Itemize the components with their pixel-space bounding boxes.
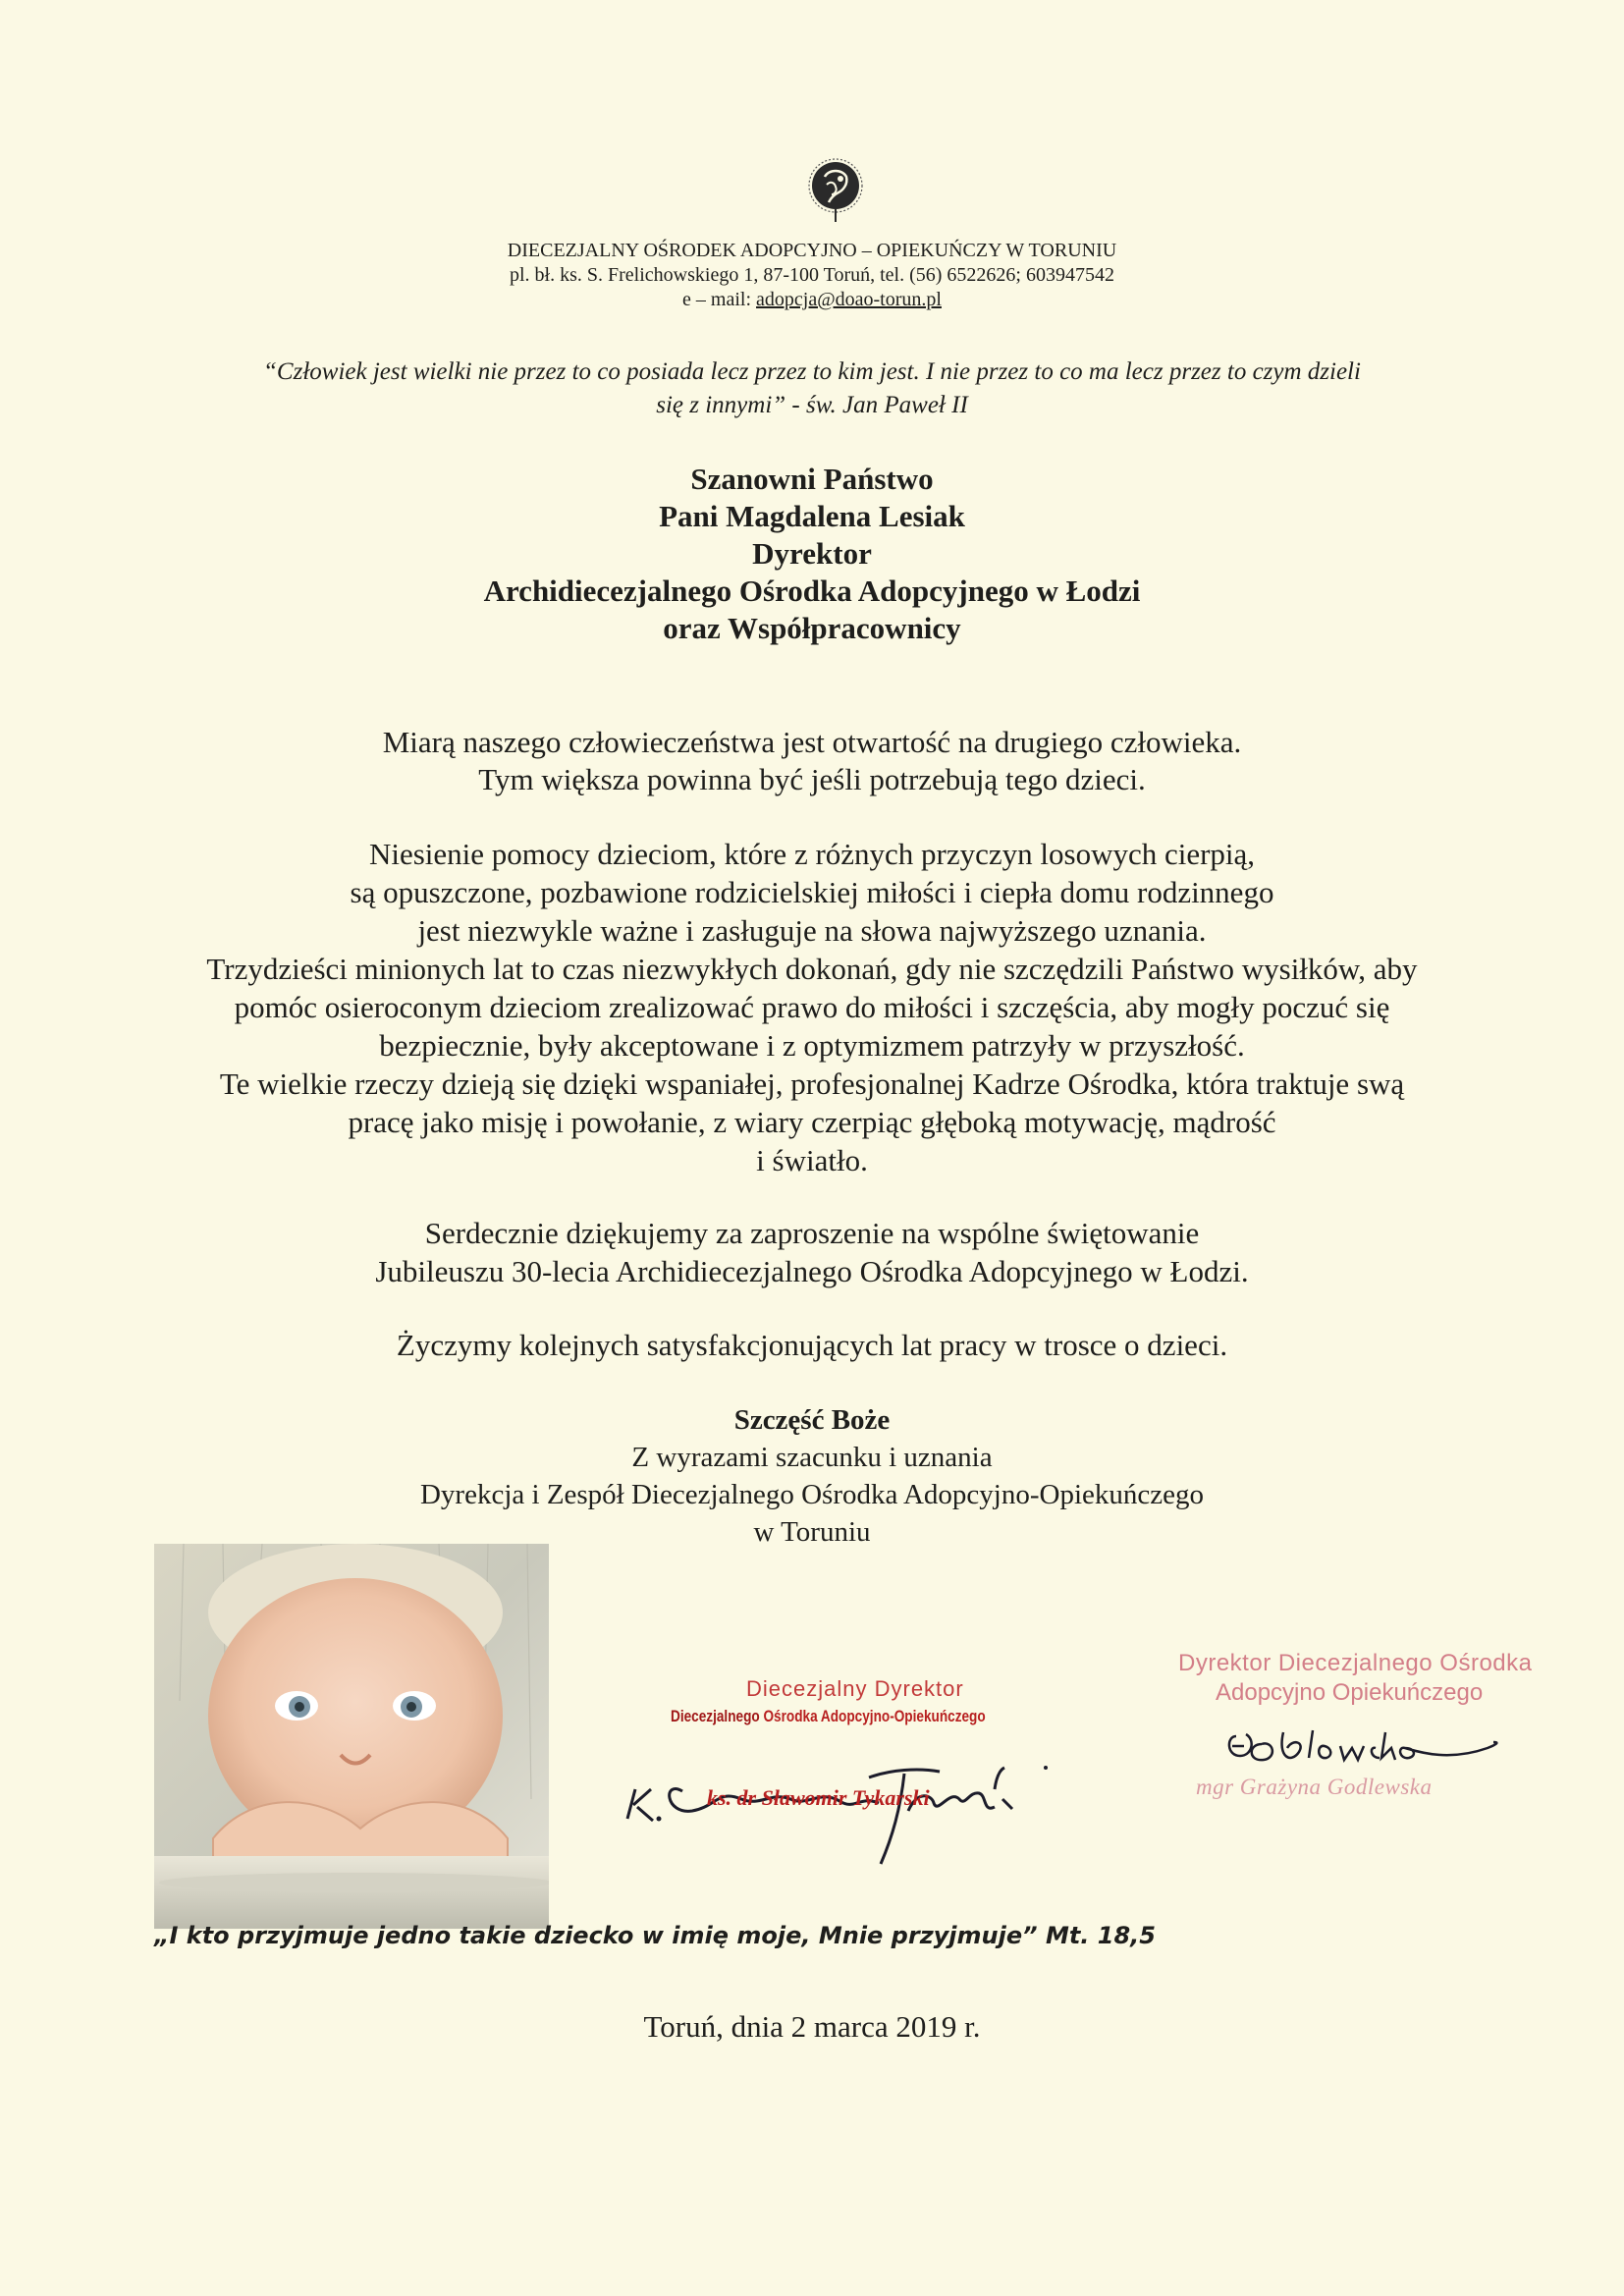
organization-logo-icon (805, 155, 866, 226)
left-stamp-title: Diecezjalny Dyrektor (746, 1676, 964, 1701)
organization-address: pl. bł. ks. S. Frelichowskiego 1, 87-100 Toruń, tel. (56) 6522626; 603947542 (510, 264, 1114, 286)
left-stamp-name: ks. dr Sławomir Tykarski (707, 1785, 930, 1810)
paragraph-2-line: Te wielkie rzeczy dzieją się dzięki wspaniałej, profesjonalnej Kadrze Ośrodka, która traktuje swą (219, 1066, 1405, 1101)
date-line: Toruń, dnia 2 marca 2019 r. (643, 2009, 981, 2044)
addressee-line: Archidiecezjalnego Ośrodka Adopcyjnego w Łodzi (483, 574, 1141, 608)
child-photo (154, 1544, 549, 1929)
closing-line: Dyrekcja i Zespół Diecezjalnego Ośrodka Adopcyjno-Opiekuńczego (419, 1479, 1205, 1510)
paragraph-2-line: i światło. (756, 1143, 868, 1177)
addressee-line: Pani Magdalena Lesiak (659, 499, 965, 533)
email-link[interactable]: adopcja@doao-torun.pl (756, 289, 942, 310)
left-stamp-subtitle-rest: Ośrodka Adopcyjno-Opiekuńczego (759, 1707, 986, 1725)
paragraph-1-line: Tym większa powinna być jeśli potrzebują tego dzieci. (478, 762, 1146, 796)
addressee-line: Dyrektor (752, 536, 872, 571)
right-signature (1222, 1719, 1507, 1777)
paragraph-2-line: jest niezwykle ważne i zasługuje na słowa najwyższego uznania. (417, 913, 1207, 948)
quote-line-2: się z innymi” - św. Jan Paweł II (656, 392, 968, 418)
paragraph-3-line: Jubileuszu 30-lecia Archidiecezjalnego Ośrodka Adopcyjnego w Łodzi. (375, 1254, 1249, 1288)
paragraph-2-line: Niesienie pomocy dzieciom, które z różnych przyczyn losowych cierpią, (368, 837, 1256, 871)
paragraph-2-line: pomóc osieroconym dzieciom zrealizować prawo do miłości i szczęścia, aby mogły poczuć się (234, 990, 1390, 1024)
right-stamp-title: Dyrektor Diecezjalnego Ośrodka (1178, 1650, 1533, 1676)
paragraph-3-line: Serdecznie dziękujemy za zaproszenie na wspólne świętowanie (424, 1216, 1200, 1250)
closing-greeting: Szczęść Boże (733, 1404, 891, 1436)
paragraph-2-line: pracę jako misję i powołanie, z wiary czerpiąc głęboką motywację, mądrość (348, 1105, 1276, 1139)
paragraph-2-line: Trzydzieści minionych lat to czas niezwykłych dokonań, gdy nie szczędzili Państwo wysiłków, aby (206, 952, 1418, 986)
quote-line-1: “Człowiek jest wielki nie przez to co posiada lecz przez to kim jest. I nie przez to co ma lecz przez to czym dzieli (263, 358, 1361, 385)
bible-verse: „I kto przyjmuje jedno takie dziecko w imię moje, Mnie przyjmuje” Mt. 18,5 (154, 1922, 1156, 1949)
paragraph-2-line: bezpiecznie, były akceptowane i z optymizmem patrzyły w przyszłość. (379, 1028, 1245, 1063)
paragraph-4-line: Życzymy kolejnych satysfakcjonujących lat pracy w trosce o dzieci. (396, 1328, 1228, 1362)
left-stamp-subtitle-bold: Diecezjalnego (671, 1707, 760, 1725)
closing-line: w Toruniu (753, 1516, 871, 1548)
organization-name: DIECEZJALNY OŚRODEK ADOPCYJNO – OPIEKUŃCZY W TORUNIU (507, 240, 1117, 261)
right-stamp-name: mgr Grażyna Godlewska (1196, 1775, 1433, 1799)
addressee-line: oraz Współpracownicy (663, 611, 961, 645)
paragraph-1-line: Miarą naszego człowieczeństwa jest otwartość na drugiego człowieka. (382, 725, 1242, 759)
addressee-line: Szanowni Państwo (690, 462, 934, 496)
closing-line: Z wyrazami szacunku i uznania (631, 1442, 993, 1473)
paragraph-2-line: są opuszczone, pozbawione rodzicielskiej miłości i ciepła domu rodzinnego (350, 875, 1274, 909)
email-label: e – mail: (682, 289, 757, 310)
right-stamp-subtitle: Adopcyjno Opiekuńczego (1216, 1679, 1484, 1706)
organization-email-line (0, 289, 1624, 311)
